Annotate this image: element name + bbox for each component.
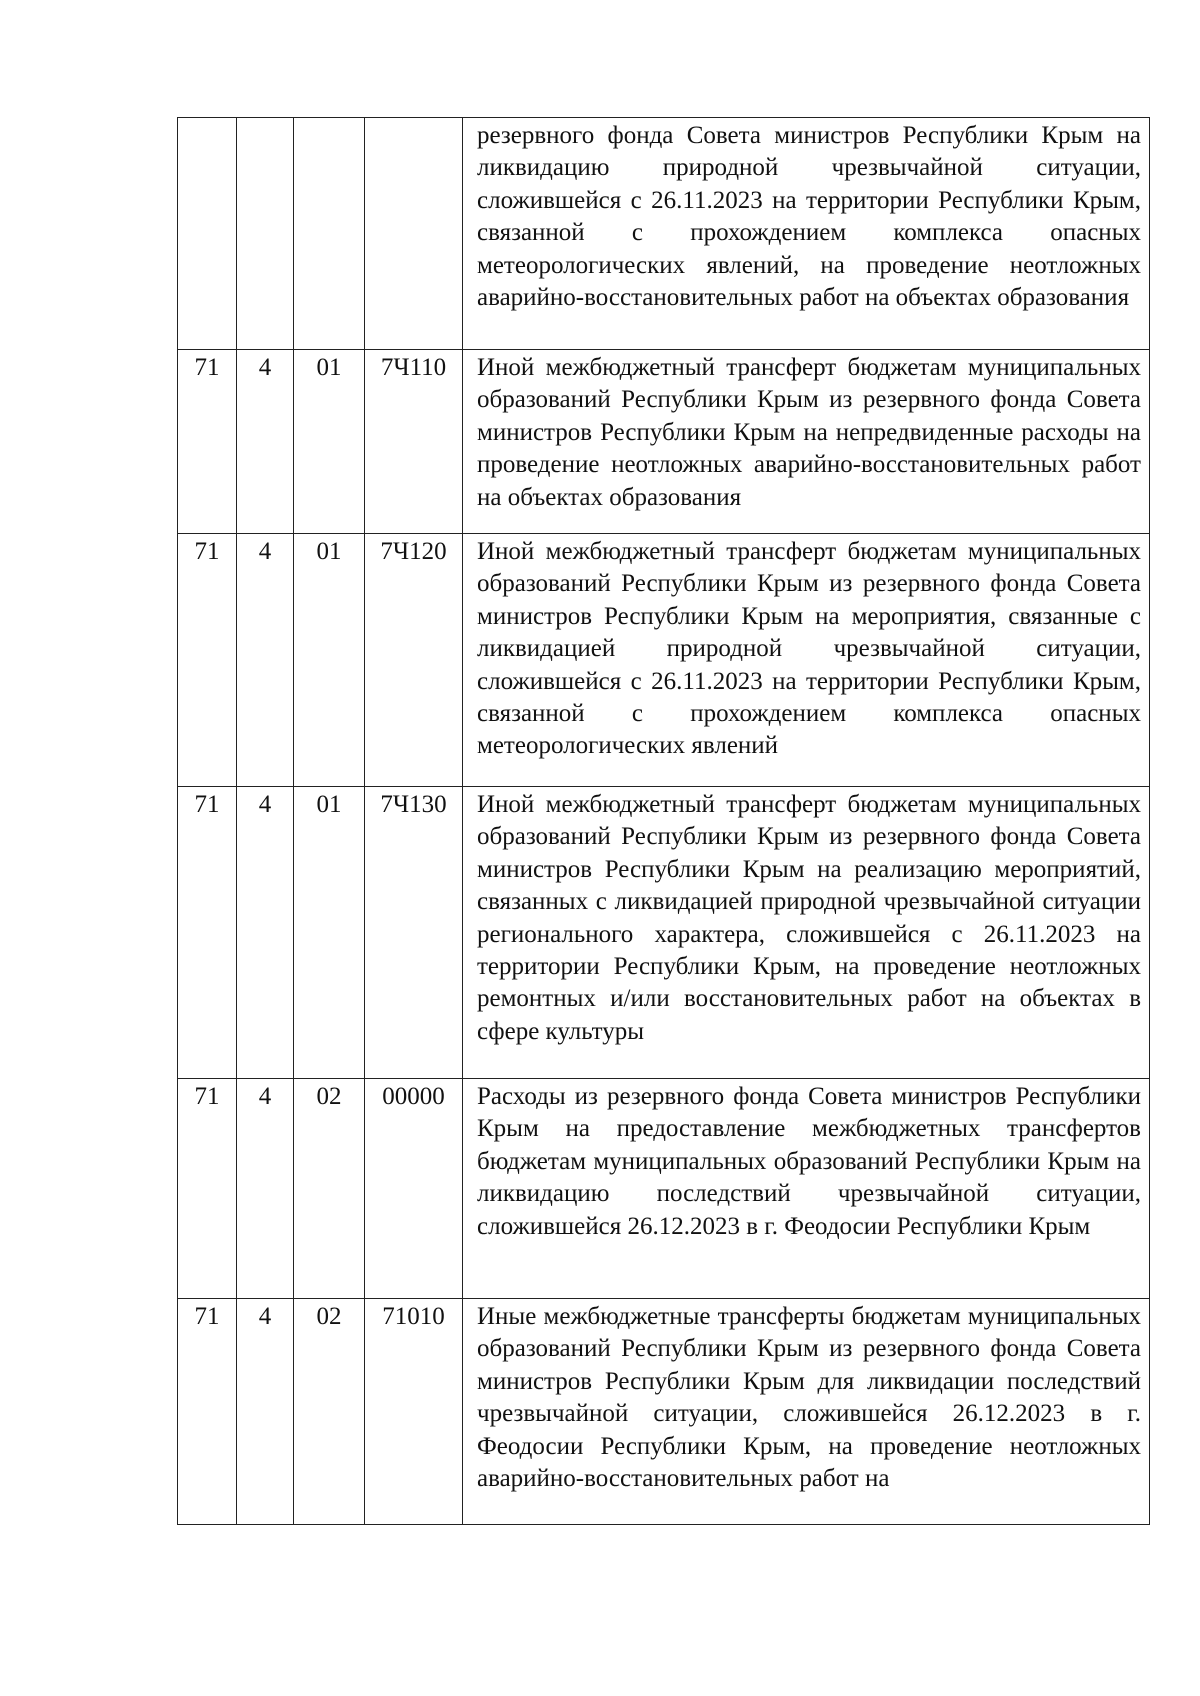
expense-description: Иной межбюджетный трансферт бюджетам муниципальных образований Республики Крым из резервного фонда Совета министров Республики Крым на реализацию мероприятий, связанных с ликвидацией природной чрезвычайной ситуации регионального характера, сложившейся с 26.11.2023 на территории Республики Крым, на проведение неотложных ремонтных и/или восстановительных работ на объектах в сфере культуры [463,787,1150,1079]
code-direction: 71010 [365,1299,463,1525]
table-row [178,350,1150,534]
code-subprogram: 4 [237,1299,294,1525]
expense-description: Иной межбюджетный трансферт бюджетам муниципальных образований Республики Крым из резервного фонда Совета министров Республики Крым на непредвиденные расходы на проведение неотложных аварийно-восстановительных работ на объектах образования [463,350,1150,534]
code-direction: 7Ч110 [365,350,463,534]
table-row [178,787,1150,1079]
code-subprogram: 4 [237,1079,294,1299]
code-program [178,118,237,350]
code-direction: 7Ч130 [365,787,463,1079]
code-main-event: 01 [294,534,365,787]
expense-description: Иные межбюджетные трансферты бюджетам муниципальных образований Республики Крым из резервного фонда Совета министров Республики Крым для ликвидации последствий чрезвычайной ситуации, сложившейся 26.12.2023 в г. Феодосии Республики Крым, на проведение неотложных аварийно-восстановительных работ на [463,1299,1150,1525]
code-program: 71 [178,534,237,787]
code-program: 71 [178,787,237,1079]
expense-description: Иной межбюджетный трансферт бюджетам муниципальных образований Республики Крым из резервного фонда Совета министров Республики Крым на мероприятия, связанные с ликвидацией природной чрезвычайной ситуации, сложившейся с 26.11.2023 на территории Республики Крым, связанной с прохождением комплекса опасных метеорологических явлений [463,534,1150,787]
code-main-event: 01 [294,787,365,1079]
code-direction: 7Ч120 [365,534,463,787]
code-main-event: 02 [294,1079,365,1299]
table-row [178,1299,1150,1525]
code-subprogram: 4 [237,534,294,787]
table-row [178,118,1150,350]
code-direction: 00000 [365,1079,463,1299]
code-main-event: 02 [294,1299,365,1525]
code-subprogram: 4 [237,787,294,1079]
expense-description: Расходы из резервного фонда Совета министров Республики Крым на предоставление межбюджетных трансфертов бюджетам муниципальных образований Республики Крым на ликвидацию последствий чрезвычайной ситуации, сложившейся 26.12.2023 в г. Феодосии Республики Крым [463,1079,1150,1299]
expense-description: резервного фонда Совета министров Республики Крым на ликвидацию природной чрезвычайной ситуации, сложившейся с 26.11.2023 на территории Республики Крым, связанной с прохождением комплекса опасных метеорологических явлений, на проведение неотложных аварийно-восстановительных работ на объектах образования [463,118,1150,350]
code-subprogram: 4 [237,350,294,534]
code-direction [365,118,463,350]
code-program: 71 [178,1299,237,1525]
code-subprogram [237,118,294,350]
table-row [178,534,1150,787]
code-main-event: 01 [294,350,365,534]
table-row [178,1079,1150,1299]
budget-classification-table [177,117,1150,1525]
code-main-event [294,118,365,350]
code-program: 71 [178,1079,237,1299]
code-program: 71 [178,350,237,534]
